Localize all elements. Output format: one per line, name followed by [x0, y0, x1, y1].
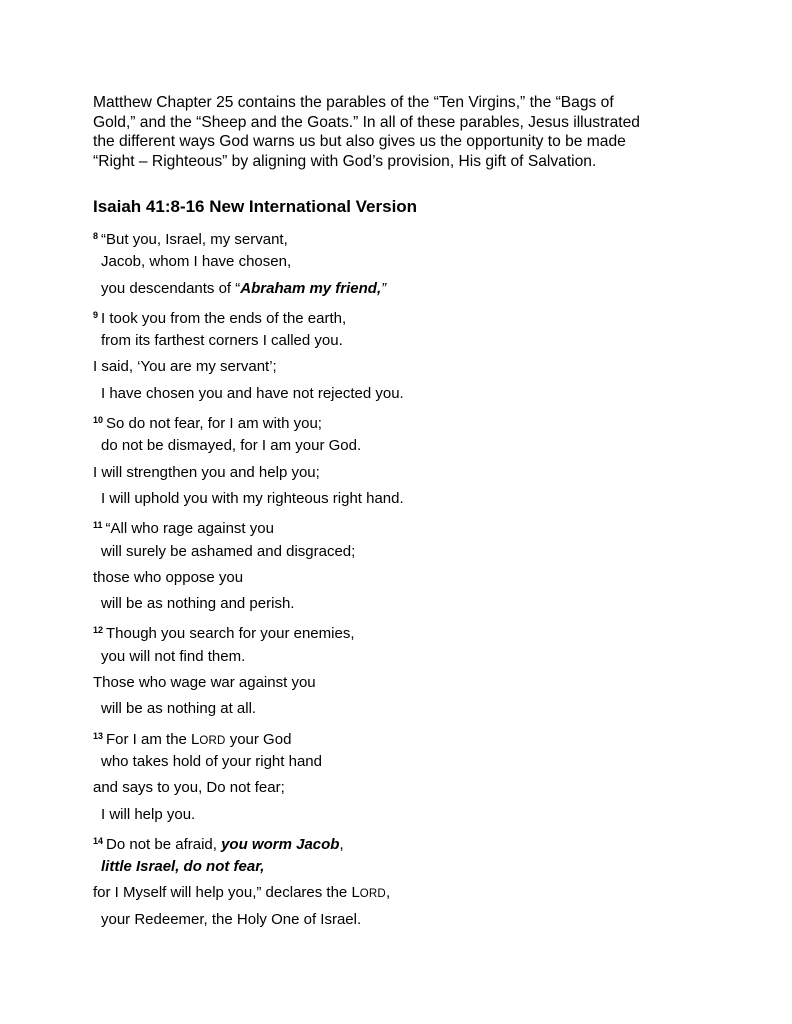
verse-line: [93, 910, 404, 936]
verse-line: [93, 436, 404, 462]
intro-paragraph: [93, 93, 693, 171]
verse-text: will surely be ashamed and disgraced;: [101, 542, 356, 560]
intro-line: “Right – Righteous” by aligning with God’s provision, His gift of Salvation.: [93, 152, 597, 170]
verse-line: [93, 384, 404, 410]
verse-line: [93, 647, 404, 673]
lord-small-caps-initial: L: [191, 730, 200, 748]
verse-text: Do not be afraid,: [106, 835, 222, 853]
verse-line: [93, 279, 404, 305]
verse-line: [93, 489, 404, 515]
verse-number: 8: [93, 231, 99, 241]
verse-number: 14: [93, 835, 104, 846]
verse-line: [93, 620, 404, 646]
verse-text: “But you, Israel, my servant,: [101, 231, 288, 248]
verse-number: 9: [93, 309, 99, 320]
verse-line: [93, 515, 404, 541]
lord-small-caps-initial: L: [351, 884, 360, 902]
emphasis-text: Abraham my friend,: [240, 279, 382, 297]
verse-text: ,: [385, 884, 391, 902]
verse-text: your God: [225, 730, 292, 748]
verse-line: [93, 542, 404, 568]
verse-text: and says to you, Do not fear;: [93, 779, 285, 797]
verse-line: [93, 568, 404, 594]
verse-line: [93, 594, 404, 620]
verse-text: will be as nothing and perish.: [101, 595, 295, 613]
verse-text: from its farthest corners I called you.: [101, 332, 343, 350]
intro-line: Gold,” and the “Sheep and the Goats.” In all of these parables, Jesus illustrated: [93, 113, 640, 131]
verse-number: 13: [93, 730, 104, 741]
intro-line: Matthew Chapter 25 contains the parables of the “Ten Virgins,” the “Bags of: [93, 94, 614, 111]
verse-number: 12: [93, 625, 104, 636]
verse-line: [93, 699, 404, 725]
emphasis-text: little Israel, do not fear,: [101, 858, 265, 876]
verse-line: [93, 726, 404, 752]
verse-text: who takes hold of your right hand: [101, 752, 322, 770]
verse-list: [93, 226, 404, 936]
verse-text: ,: [339, 835, 344, 853]
emphasis-text: you worm Jacob: [221, 835, 340, 853]
verse-text: for I Myself will help you,” declares the: [93, 884, 352, 902]
verse-text: your Redeemer, the Holy One of Israel.: [101, 910, 362, 928]
verse-line: [93, 752, 404, 778]
verse-text: do not be dismayed, for I am your God.: [101, 437, 362, 455]
lord-small-caps: ORD: [359, 888, 386, 901]
verse-text: “All who rage against you: [105, 520, 274, 538]
verse-text: Jacob, whom I have chosen,: [101, 253, 292, 271]
verse-line: [93, 778, 404, 804]
verse-text: I will uphold you with my righteous right hand.: [101, 489, 404, 507]
verse-line: [93, 331, 404, 357]
verse-text: ”: [381, 279, 387, 297]
lord-small-caps: ORD: [199, 734, 226, 747]
verse-number: 10: [93, 415, 104, 426]
verse-number: 11: [93, 520, 103, 531]
verse-text: I have chosen you and have not rejected you.: [101, 384, 404, 402]
intro-line: the different ways God warns us but also gives us the opportunity to be made: [93, 133, 626, 150]
verse-text: Those who wage war against you: [93, 674, 316, 692]
verse-line: [93, 831, 404, 857]
verse-line: [93, 410, 404, 436]
verse-line: [93, 305, 404, 331]
passage-heading: Isaiah 41:8-16 New International Version: [93, 197, 418, 216]
verse-text: I took you from the ends of the earth,: [101, 309, 347, 327]
verse-text: I will strengthen you and help you;: [93, 463, 320, 481]
verse-text: I will help you.: [101, 805, 196, 823]
verse-text: For I am the: [106, 730, 192, 748]
verse-line: [93, 463, 404, 489]
verse-line: [93, 673, 404, 699]
verse-line: [93, 357, 404, 383]
verse-text: you will not find them.: [101, 647, 246, 665]
verse-line: [93, 226, 404, 252]
verse-text: Though you search for your enemies,: [106, 625, 355, 643]
verse-text: you descendants of “: [101, 279, 241, 297]
verse-text: will be as nothing at all.: [101, 700, 257, 718]
verse-text: those who oppose you: [93, 568, 244, 586]
verse-text: I said, ‘You are my servant’;: [93, 358, 277, 376]
verse-line: [93, 857, 404, 883]
verse-text: So do not fear, for I am with you;: [106, 415, 322, 433]
verse-line: [93, 883, 404, 909]
verse-line: [93, 805, 404, 831]
verse-line: [93, 252, 404, 278]
